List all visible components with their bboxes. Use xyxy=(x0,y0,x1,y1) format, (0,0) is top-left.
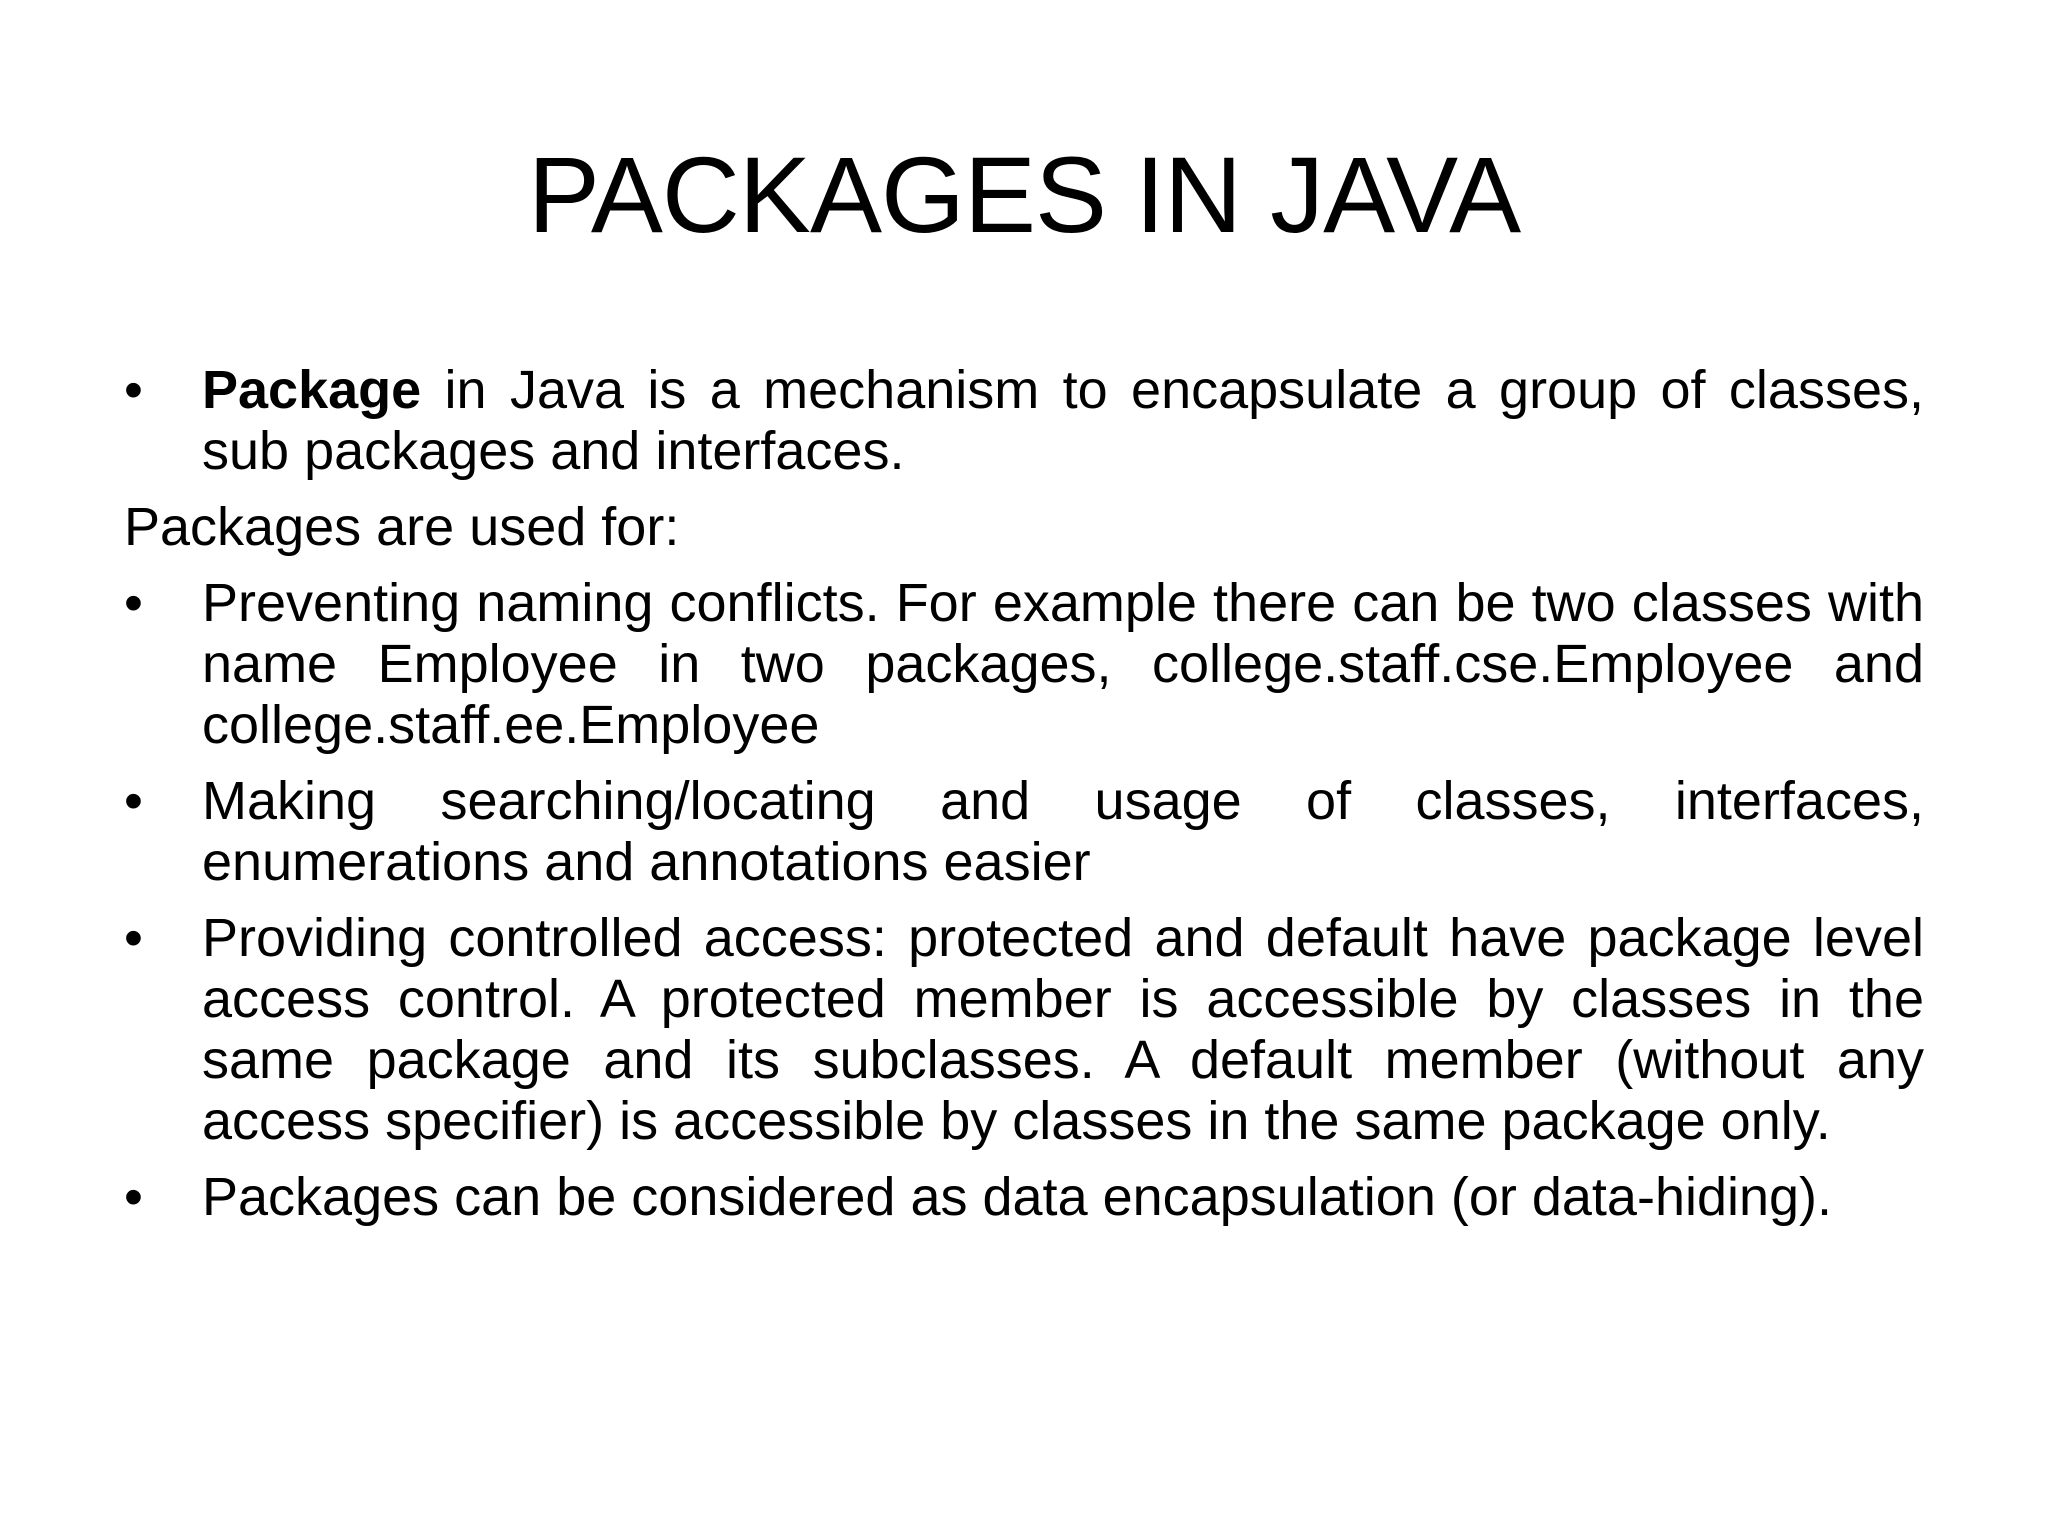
bullet-icon: • xyxy=(124,771,143,831)
bullet-item-package-definition xyxy=(124,360,1924,482)
bullet-text: Providing controlled access: protected and default have package level access control. A protected member is accessible by classes in the same package and its subclasses. A default member (without any access specifier) is accessible by classes in the same package only. xyxy=(202,908,1924,1151)
bullet-icon: • xyxy=(124,908,143,968)
slide-title: PACKAGES IN JAVA xyxy=(527,134,1521,255)
bullet-icon: • xyxy=(124,1167,143,1227)
bullet-item-encapsulation xyxy=(124,1167,1924,1228)
bullet-item-naming-conflicts xyxy=(124,573,1924,756)
bullet-text: Preventing naming conflicts. For example there can be two classes with name Employee in two packages, college.staff.cse.Employee and college.staff.ee.Employee xyxy=(202,573,1924,755)
subheading: Packages are used for: xyxy=(124,497,680,557)
bullet-text: Making searching/locating and usage of classes, interfaces, enumerations and annotations easier xyxy=(202,771,1924,892)
slide-body xyxy=(124,360,1924,1243)
package-term: Package xyxy=(202,360,422,420)
bullet-icon: • xyxy=(124,360,143,420)
bullet-item-searching xyxy=(124,771,1924,893)
package-definition-text: in Java is a mechanism to encapsulate a group of classes, sub packages and interfaces. xyxy=(202,360,1924,481)
bullet-item-controlled-access xyxy=(124,908,1924,1152)
bullet-text: Packages can be considered as data encapsulation (or data-hiding). xyxy=(202,1167,1833,1227)
bullet-icon: • xyxy=(124,573,143,633)
